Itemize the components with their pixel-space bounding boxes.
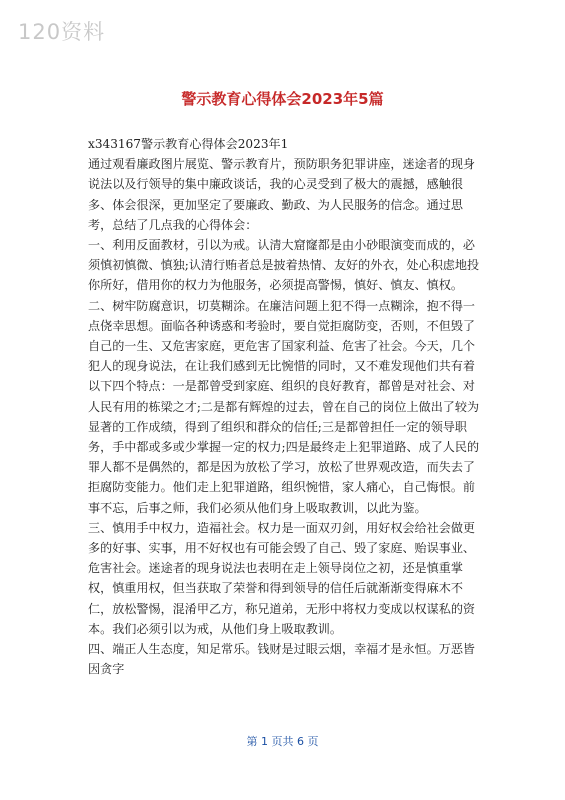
paragraph-point-2: 二、树牢防腐意识，切莫糊涂。在廉洁问题上犯不得一点糊涂，抱不得一点侥幸思想。面临各种诱惑和考验时，要自觉拒腐防变，否则，不但毁了自己的一生、又危害家庭，更危害了国家利益、危害了社会。今天，几个犯人的现身说法，在让我们感到无比惋惜的同时，又不难发现他们共有着以下四个特点：一是都曾受到家庭、组织的良好教育，都曾是对社会、对人民有用的栋梁之才;二是都有辉煌的过去，曾在自己的岗位上做出了较为显著的工作成绩，得到了组织和群众的信任;三是都曾担任一定的领导职务，手中都或多或少掌握一定的权力;四是最终走上犯罪道路、成了人民的罪人都不是偶然的，都是因为放松了学习，放松了世界观改造，而失去了拒腐防变能力。他们走上犯罪道路，组织惋惜，家人痛心，自己悔恨。前事不忘，后事之师，我们必须从他们身上吸取教训，以此为鉴。 xyxy=(88,298,480,515)
document-body xyxy=(88,134,486,679)
paragraph-point-1: 一、利用反面教材，引以为戒。认清大窟窿都是由小砂眼演变而成的，必须慎初慎微、慎独;认清行贿者总是披着热情、友好的外衣，处心积虑地投你所好，借用你的权力为他服务，必须提高警惕，慎好、慎友、慎权。 xyxy=(88,238,480,293)
paragraph-intro: 通过观看廉政图片展览、警示教育片，预防职务犯罪讲座，迷途者的现身说法以及行领导的集中廉政谈话，我的心灵受到了极大的震撼，感触很多、体会很深，更加坚定了要廉政、勤政、为人民服务的信念。通过思考，总结了几点我的心得体会： xyxy=(88,157,476,232)
watermark-logo: 120资料 xyxy=(18,20,106,44)
subtitle-line: x343167警示教育心得体会2023年1 xyxy=(88,137,289,151)
document-title: 警示教育心得体会2023年5篇 xyxy=(181,90,384,108)
paragraph-point-3: 三、慎用手中权力，造福社会。权力是一面双刃剑，用好权会给社会做更多的好事、实事，用不好权也有可能会毁了自己、毁了家庭、贻误事业、危害社会。迷途者的现身说法也表明在走上领导岗位之初，还是慎重掌权，慎重用权，但当获取了荣誉和得到领导的信任后就渐渐变得麻木不仁，放松警惕，混淆甲乙方，称兄道弟，无形中将权力变成以权谋私的资本。我们必须引以为戒，从他们身上吸取教训。 xyxy=(88,520,476,636)
page-number: 第 1 页共 6 页 xyxy=(246,735,319,748)
paragraph-point-4: 四、端正人生态度，知足常乐。钱财是过眼云烟，幸福才是永恒。万恶皆因贪字 xyxy=(88,642,476,677)
